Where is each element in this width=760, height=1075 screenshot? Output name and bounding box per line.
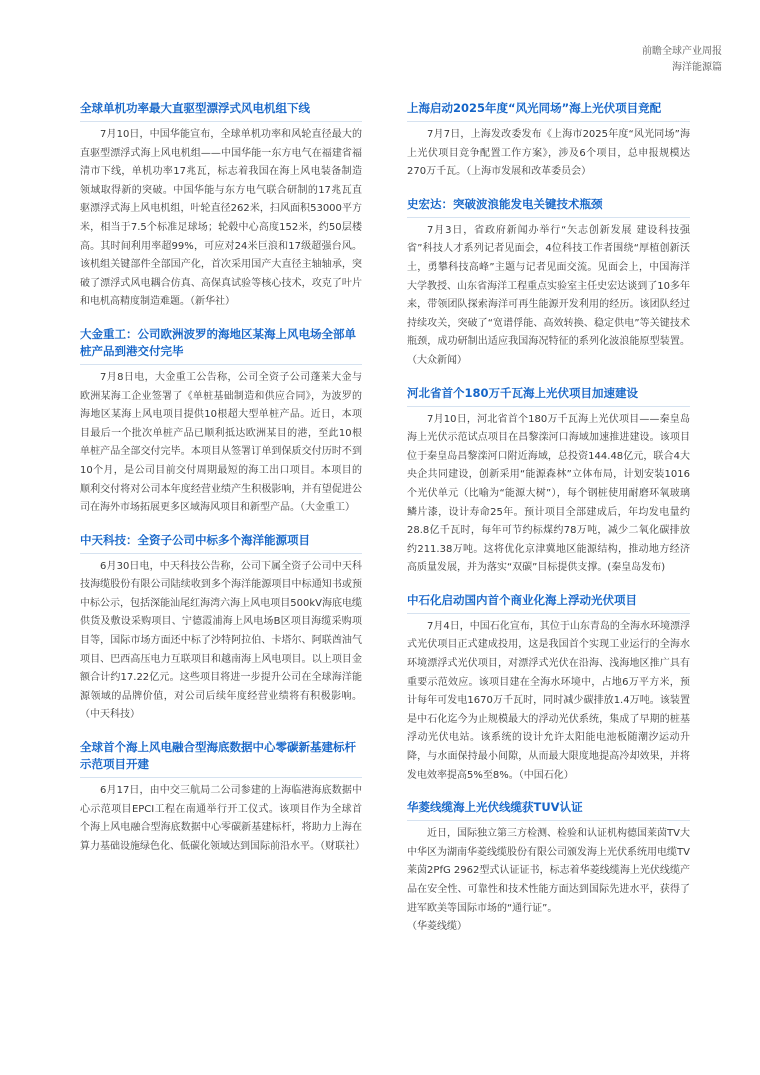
news-article bbox=[407, 799, 690, 936]
article-body: 近日，国际独立第三方检测、检验和认证机构德国莱茵TV大中华区为湖南华菱线缆股份有限公司颁发海上光伏系统用电缆TV莱茵2PfG 2962型式认证证书，标志着华菱线缆海上光伏线缆产品在安全性、可靠性和技术性能方面达到国际先进水平，获得了进军欧美等国际市场的“通行证”。 bbox=[407, 828, 690, 914]
article-body: 6月17日，由中交三航局二公司参建的上海临港海底数据中心示范项目EPCI工程在南通举行开工仪式。该项目作为全球首个海上风电融合型海底数据中心零碳新基建标杆，将助力上海在算力基础设施绿色化、低碳化领域达到国际前沿水平。（财联社） bbox=[80, 785, 365, 852]
report-title: 前瞻全球产业周报 bbox=[642, 46, 722, 57]
left-column bbox=[80, 100, 365, 870]
article-source: （华菱线缆） bbox=[407, 921, 467, 933]
news-article bbox=[407, 385, 690, 578]
article-title: 史宏达：突破波浪能发电关键技术瓶颈 bbox=[407, 196, 690, 218]
news-article bbox=[407, 196, 690, 371]
news-article bbox=[80, 326, 362, 518]
article-body: 7月4日，中国石化宣布，其位于山东青岛的全海水环境漂浮式光伏项目正式建成投用，这是我国首个实现工业运行的全海水环境漂浮式光伏项目，对漂浮式光伏在沿海、浅海地区推广具有重要示范效应。该项目建在全海水环境中，占地6万平方米，预计每年可发电1670万千瓦时，同时减少碳排放1.4万吨。该装置是中石化迄今为止规模最大的浮动光伏系统，集成了早期的桩基浮动光伏电站。该系统的设计允许太阳能电池板随潮汐运动升降，与水面保持最小间隙，从而最大限度地提高冷却效果，并将发电效率提高5%至8%。（中国石化） bbox=[407, 620, 690, 781]
article-title: 中石化启动国内首个商业化海上浮动光伏项目 bbox=[407, 592, 690, 614]
article-title: 中天科技：全资子公司中标多个海洋能源项目 bbox=[80, 532, 362, 554]
right-column bbox=[407, 100, 690, 950]
news-article bbox=[407, 592, 690, 785]
page-header bbox=[642, 44, 722, 76]
report-subtitle: 海洋能源篇 bbox=[672, 62, 722, 73]
article-body: 6月30日电，中天科技公告称，公司下属全资子公司中天科技海缆股份有限公司陆续收到多个海洋能源项目中标通知书或预中标公示，包括深能汕尾红海湾六海上风电项目500kV海底电缆供货及敷设采购项目、宁德霞浦海上风电场B区项目海缆采购项目等，国际市场方面还中标了沙特阿拉伯、卡塔尔、阿联酋油气项目、巴西高压电力互联项目和越南海上风电项目。以上项目金额合计约17.22亿元。这些项目将进一步提升公司在全球海洋能源领域的品牌价值，对公司后续年度经营业绩将有积极影响。（中天科技） bbox=[80, 560, 362, 721]
article-title: 华菱线缆海上光伏线缆获TUV认证 bbox=[407, 799, 690, 821]
article-body: 7月7日，上海发改委发布《上海市2025年度“风光同场”海上光伏项目竞争配置工作方案》，涉及6个项目，总申报规模达270万千瓦。（上海市发展和改革委员会） bbox=[407, 129, 690, 178]
article-title: 大金重工：公司欧洲波罗的海地区某海上风电场全部单桩产品到港交付完毕 bbox=[80, 326, 362, 365]
news-article bbox=[407, 100, 690, 182]
article-body: 7月3日，省政府新闻办举行“矢志创新发展 建设科技强省”科技人才系列记者见面会，4位科技工作者围绕“厚植创新沃土，勇攀科技高峰”主题与记者见面交流。见面会上，中国海洋大学教授、山东省海洋工程重点实验室主任史宏达谈到了10多年来，带领团队探索海洋可再生能源开发利用的经历。该团队经过持续攻关，突破了“宽谱俘能、高效转换、稳定供电”等关键技术瓶颈，成功研制出适应我国海况特征的系列化波浪能原型装置。（大众新闻） bbox=[407, 224, 690, 366]
article-body: 7月10日，河北省首个180万千瓦海上光伏项目——秦皇岛海上光伏示范试点项目在昌黎滦河口海域加速推进建设。该项目位于秦皇岛昌黎滦河口附近海域，总投资144.48亿元，联合4大央企共同建设，创新采用“能源森林”立体布局，计划安装1016个光伏单元（比喻为“能源大树”），每个钢桩使用耐磨环氧玻璃鳞片漆，设计寿命25年。预计项目全部建成后，年均发电量约28.8亿千瓦时，每年可节约标煤约78万吨，减少二氧化碳排放约211.38万吨。这将优化京津冀地区能源结构，推动地方经济高质量发展，并为落实“双碳”目标提供支撑。(秦皇岛发布) bbox=[407, 413, 690, 574]
article-title: 河北省首个180万千瓦海上光伏项目加速建设 bbox=[407, 385, 690, 407]
news-article bbox=[80, 100, 362, 312]
news-article bbox=[80, 739, 365, 856]
article-title: 全球首个海上风电融合型海底数据中心零碳新基建标杆示范项目开建 bbox=[80, 739, 362, 778]
article-body: 7月10日，中国华能宣布，全球单机功率和风轮直径最大的直驱型漂浮式海上风电机组——中国华能一东方电气在福建省福清市下线，单机功率17兆瓦，标志着我国在海上风电装备制造领域取得新的突破。中国华能与东方电气联合研制的17兆瓦直驱漂浮式海上风电机组，叶轮直径262米，扫风面积53000平方米，相当于7.5个标准足球场；轮毂中心高度152米，约50层楼高。其时间利用率超99%，可应对24米巨浪和17级超强台风。该机组关键部件全部国产化，首次采用国产大直径主轴轴承，突破了漂浮式风电耦合仿真、高保真试验等核心技术，攻克了叶片和电机高精度制造难题。（新华社） bbox=[80, 129, 362, 308]
article-title: 全球单机功率最大直驱型漂浮式风电机组下线 bbox=[80, 100, 362, 122]
news-article bbox=[80, 532, 362, 725]
article-title: 上海启动2025年度“风光同场”海上光伏项目竞配 bbox=[407, 100, 690, 122]
article-body: 7月8日电，大金重工公告称，公司全资子公司蓬莱大金与欧洲某海工企业签署了《单桩基础制造和供应合同》，为波罗的海地区某海上风电项目提供10根超大型单桩产品。近日，本项目最后一个批次单桩产品已顺利抵达欧洲某目的港，至此10根单桩产品全部交付完毕。本项目从签署订单到保质交付历时不到10个月，是公司目前交付周期最短的海工出口项目。本项目的顺利交付将对公司本年度经营业绩产生积极影响，并有望促进公司在海外市场拓展更多区域海风项目和新型产品。（大金重工） bbox=[80, 371, 362, 514]
